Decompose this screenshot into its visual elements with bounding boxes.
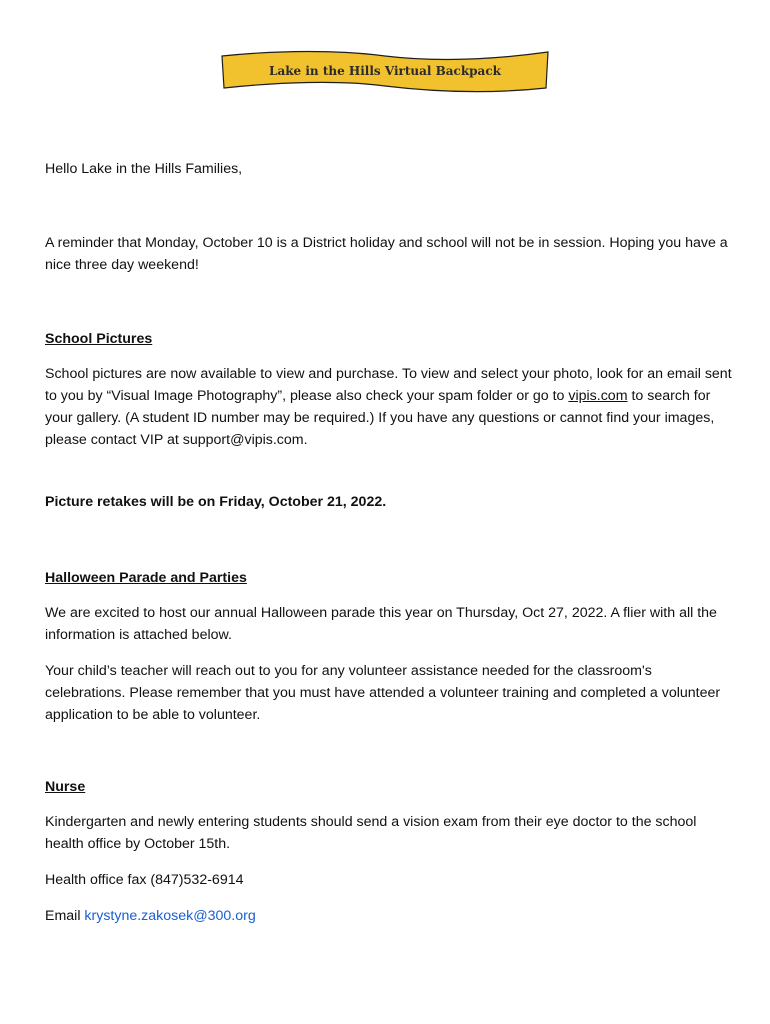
halloween-paragraph-1: We are excited to host our annual Halloween parade this year on Thursday, Oct 27, 2022. A flier with all the information is attached below.	[45, 605, 717, 643]
banner-title: Lake in the Hills Virtual Backpack	[269, 64, 501, 78]
health-office-fax: Health office fax (847)532-6914	[45, 872, 244, 888]
school-pictures-text-2: to search for your gallery. (A student ID number may be required.) If you have any questions or cannot find your images, please contact VIP at support@vipis.com.	[45, 388, 715, 448]
school-pictures-heading: School Pictures	[45, 331, 153, 347]
halloween-heading: Halloween Parade and Parties	[45, 570, 247, 586]
holiday-reminder: A reminder that Monday, October 10 is a District holiday and school will not be in session. Hoping you have a nice three day weekend!	[45, 235, 728, 273]
banner	[220, 48, 550, 94]
halloween-paragraph-2: Your child’s teacher will reach out to you for any volunteer assistance needed for the classroom's celebrations. Please remember that you must have attended a volunteer training and completed a volunteer application to be able to volunteer.	[45, 663, 721, 723]
greeting: Hello Lake in the Hills Families,	[45, 161, 243, 177]
nurse-paragraph: Kindergarten and newly entering students should send a vision exam from their eye doctor to the school health office by October 15th.	[45, 814, 697, 852]
nurse-heading: Nurse	[45, 779, 86, 795]
school-pictures-paragraph	[45, 363, 735, 451]
email-label: Email	[45, 908, 85, 924]
picture-retakes-notice: Picture retakes will be on Friday, October 21, 2022.	[45, 494, 387, 510]
nurse-email-line	[45, 905, 735, 927]
vipis-link[interactable]: vipis.com	[568, 388, 628, 404]
nurse-email-link[interactable]: krystyne.zakosek@300.org	[84, 908, 256, 924]
newsletter-body	[45, 158, 735, 941]
school-pictures-text-1: School pictures are now available to view and purchase. To view and select your photo, look for an email sent to you by “Visual Image Photography”, please also check your spam folder or go to	[45, 366, 732, 404]
